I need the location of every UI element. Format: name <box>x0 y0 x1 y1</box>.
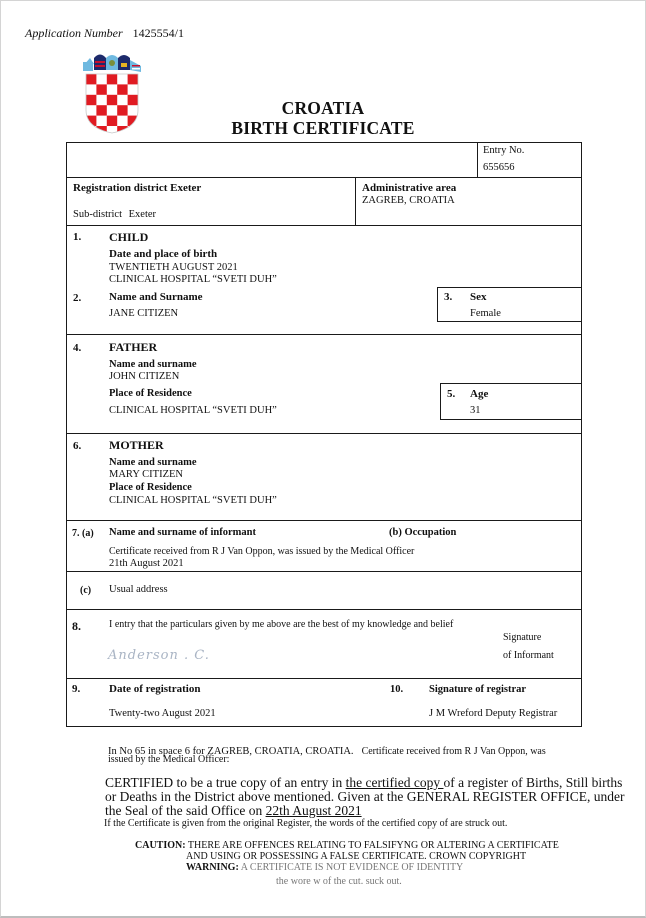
father-residence-value: CLINICAL HOSPITAL “SVETI DUH” <box>109 405 277 416</box>
row-divider <box>66 225 582 226</box>
signature-label-2: of Informant <box>503 650 554 661</box>
informant-signature: Anderson . C. <box>108 648 210 663</box>
caution-line1: THERE ARE OFFENCES RELATING TO FALSIFYNG OR ALTERING A CERTIFICATE <box>187 840 559 851</box>
country-title: CROATIA <box>281 98 365 118</box>
certified-date: 22th August 2021 <box>265 803 362 818</box>
registrar-number: 10. <box>390 684 404 695</box>
certified-line3 <box>105 803 362 819</box>
subdistrict-label: Sub-district <box>73 209 122 220</box>
application-number <box>25 26 184 41</box>
mother-number: 6. <box>73 440 82 452</box>
footer-note-line2: issued by the Medical Officer: <box>108 754 230 765</box>
dob-value: TWENTIETH AUGUST 2021 <box>109 262 238 273</box>
address-label: Usual address <box>109 584 168 595</box>
row-divider <box>66 520 582 521</box>
certified-text-c: the Seal of the said Office on <box>105 803 266 818</box>
mother-name-value: MARY CITIZEN <box>109 469 183 480</box>
sex-box <box>437 287 582 322</box>
age-box <box>440 383 582 420</box>
father-name-label: Name and surname <box>109 359 197 370</box>
mother-heading: MOTHER <box>109 438 164 452</box>
registration-date-value: Twenty-two August 2021 <box>109 708 216 719</box>
mother-residence-label: Place of Residence <box>109 482 192 493</box>
registration-date-number: 9. <box>72 683 81 695</box>
row-divider <box>66 571 582 572</box>
caution-label: CAUTION: <box>135 840 186 851</box>
caution-block <box>135 840 559 851</box>
certified-text-b: of a register of Births, Still births <box>443 775 623 790</box>
dob-label: Date and place of birth <box>109 248 218 260</box>
registrar-label: Signature of registrar <box>429 684 527 695</box>
pob-value: CLINICAL HOSPITAL “SVETI DUH” <box>109 274 277 285</box>
warning-label: WARNING: <box>186 862 239 873</box>
signature-label-1: Signature <box>503 632 542 643</box>
declaration-text: I entry that the particulars given by me above are the best of my knowledge and belief <box>109 619 454 630</box>
caution-line2: AND USING OR POSSESSING A FALSE CERTIFICATE. CROWN COPYRIGHT <box>186 851 527 862</box>
age-number: 5. <box>447 388 456 400</box>
father-heading: FATHER <box>109 340 158 354</box>
subdistrict <box>73 209 156 220</box>
occupation-label: (b) Occupation <box>389 527 457 538</box>
row-divider <box>66 177 582 178</box>
warning-line: A CERTIFICATE IS NOT EVIDENCE OF IDENTITY <box>240 862 464 873</box>
age-label: Age <box>470 388 489 400</box>
mother-name-label: Name and surname <box>109 457 197 468</box>
certified-text-a: CERTIFIED to be a true copy of an entry in <box>105 775 346 790</box>
sex-number: 3. <box>444 291 453 303</box>
row-divider <box>66 334 582 335</box>
father-name-value: JOHN CITIZEN <box>109 371 180 382</box>
row-divider <box>66 678 582 679</box>
informant-number: 7. (a) <box>72 528 94 539</box>
father-number: 4. <box>73 342 82 354</box>
registration-date-label: Date of registration <box>109 683 201 695</box>
subdistrict-value: Exeter <box>128 209 157 220</box>
declaration-number: 8. <box>72 619 81 633</box>
application-number-value: 1425554/1 <box>132 26 185 40</box>
child-number: 1. <box>73 231 82 243</box>
entry-divider <box>477 142 478 177</box>
sex-value: Female <box>470 308 501 319</box>
address-number: (c) <box>80 585 92 596</box>
mother-residence-value: CLINICAL HOSPITAL “SVETI DUH” <box>109 495 277 506</box>
footer-note-part-b: Certificate received from R J Van Oppon, was <box>361 746 546 757</box>
child-name-number: 2. <box>73 292 82 304</box>
age-value: 31 <box>470 405 481 416</box>
application-number-label: Application Number <box>25 26 123 40</box>
sex-label: Sex <box>470 291 487 303</box>
informant-name-label: Name and surname of informant <box>109 527 256 538</box>
entry-no-value: 655656 <box>483 162 515 173</box>
informant-text-line1: Certificate received from R J Van Oppon, was issued by the Medical Officer <box>109 546 415 557</box>
father-residence-label: Place of Residence <box>109 388 192 399</box>
document-title: BIRTH CERTIFICATE <box>231 118 415 138</box>
certified-copy-underlined: the certified copy <box>345 775 444 790</box>
informant-text-line2: 21th August 2021 <box>109 558 184 569</box>
child-name-label: Name and Surname <box>109 291 203 303</box>
admin-area-divider <box>355 177 356 225</box>
certified-line2: or Deaths in the District above mentioned. Given at the GENERAL REGISTER OFFICE, under <box>105 789 625 804</box>
footer-note-part-a: In No 65 in space 6 for ZAGREB, CROATIA, CROATIA. <box>108 746 354 757</box>
child-heading: CHILD <box>109 230 149 244</box>
faded-footer-line: the wore w of the cut. suck out. <box>276 876 402 887</box>
child-name-value: JANE CITIZEN <box>109 308 179 319</box>
registration-district-label: Registration district Exeter <box>73 182 202 194</box>
admin-area-value: ZAGREB, CROATIA <box>362 195 455 206</box>
entry-no-label: Entry No. <box>483 145 525 156</box>
row-divider <box>66 433 582 434</box>
warning-block <box>186 862 463 873</box>
registrar-value: J M Wreford Deputy Registrar <box>429 708 558 719</box>
row-divider <box>66 609 582 610</box>
admin-area-label: Administrative area <box>362 182 457 194</box>
struck-out-note: If the Certificate is given from the original Register, the words of the certified copy of are struck out. <box>104 818 508 829</box>
